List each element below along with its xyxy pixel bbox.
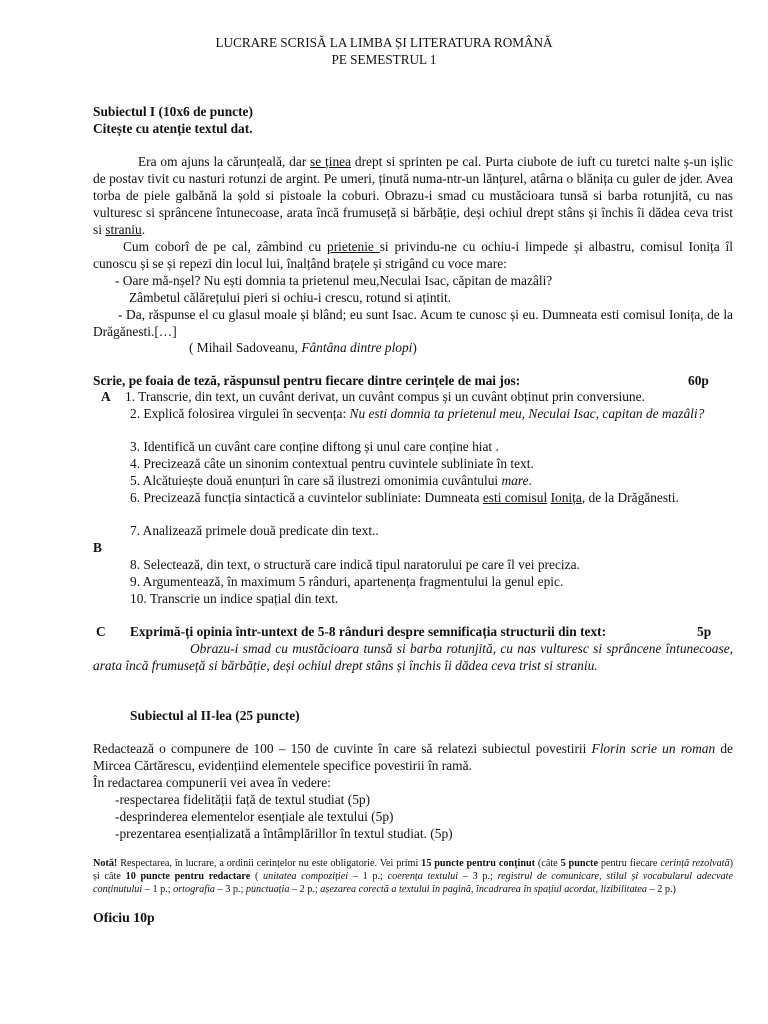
document-subtitle: PE SEMESTRUL 1 [331, 52, 437, 67]
item-10: 10. Transcrie un indice spațial din text. [130, 591, 339, 606]
subject2-criterion-3: -prezentarea esențializată a întâmplărillor în textul studiat. (5p) [115, 826, 453, 841]
requirements-points: 60p [688, 373, 709, 388]
subject2-criterion-2: -desprinderea elementelor esențiale ale textului (5p) [115, 809, 394, 824]
item-6: 6. Precizează funcția sintactică a cuvintelor subliniate: Dumneata esti comisul Ionița, de la Drăgănesti. [130, 490, 679, 505]
passage-paragraph-1: Era om ajuns la cărunțeală, dar se ținea drept si sprinten pe cal. Purta ciubote de iuft cu turetci nalte ș-un ișlic de postav tivit cu nasturi rotunzi de argint. Pe umeri, ținută numa-ntr-un lănțurel, atârna o blănița cu guler de jder. Avea torba de piele galbănă la șold si pistoale la coburi. Obrazu-i smad cu mustăcioara tunsă si barba rotunjită, cu nas vulturesc si sprâncene întunecoase, arata încă frumuseță si bărbăție, deși ochiul drept stâns și închis îi dădea ceva trist si straniu. [93, 154, 733, 237]
requirements-header: Scrie, pe foaia de teză, răspunsul pentru fiecare dintre cerințele de mai jos: [93, 373, 521, 388]
item-3: 3. Identifică un cuvânt care conține diftong și unul care conține hiat . [130, 439, 499, 454]
item-2: 2. Explică folosirea virgulei în secvența: Nu esti domnia ta prietenul meu, Neculai Isac, capitan de mazâli? [130, 406, 705, 421]
oficiu-points: Oficiu 10p [93, 910, 155, 925]
subject1-instruction: Citește cu atenție textul dat. [93, 121, 253, 136]
subject2-task: Redactează o compunere de 100 – 150 de cuvinte în care să relatezi subiectul povestirii Florin scrie un roman de Mircea Cărtărescu, evidențiind elementele specifice povestirii în ramă. [93, 741, 734, 773]
item-1: 1. Transcrie, din text, un cuvânt derivat, un cuvânt compus și un cuvânt obținut prin conversiune. [125, 389, 645, 404]
item-5: 5. Alcătuiește două enunțuri în care să ilustrezi omonimia cuvântului mare. [130, 473, 532, 488]
item-8: 8. Selectează, din text, o structură care indică tipul naratorului pe care îl vei preciza. [130, 557, 580, 572]
section-c-quote: Obrazu-i smad cu mustăcioara tunsă si barba rotunjită, cu nas vulturesc si sprâncene întunecoase, arata încă frumuseță si bărbăție, deși ochiul drept stâns și închis îi dădea ceva trist si straniu. [93, 641, 733, 673]
document-title: LUCRARE SCRISĂ LA LIMBA ȘI LITERATURA ROMÂNĂ [215, 35, 553, 50]
section-b-label: B [93, 540, 102, 555]
subject2-title: Subiectul al II-lea (25 puncte) [130, 708, 300, 723]
section-c-label: C [96, 624, 106, 639]
item-9: 9. Argumentează, în maximum 5 rânduri, apartenența fragmentului la genul epic. [130, 574, 564, 589]
passage-dialogue-1: - Oare mă-nșel? Nu ești domnia ta prietenul meu,Neculai Isac, căpitan de mazâli? [115, 273, 553, 288]
grading-note: Notă! Respectarea, în lucrare, a ordinii cerințelor nu este obligatorie. Vei primi 15 puncte pentru conținut (câte 5 puncte pentru fiecare cerință rezolvată) și câte 10 puncte pentru redactare ( unitatea compoziției – 1 p.; coerența textului – 3 p.; registrul de comunicare, stilul și vocabularul adecvate conținutului – 1 p.; ortografia – 3 p.; punctuația – 2 p.; așezarea corectă a textului în pagină, încadrarea în spațiul acordat, lizibilitatea – 2 p.) [93, 858, 733, 895]
passage-paragraph-3: Zâmbetul călărețului pieri si ochiu-i crescu, rotund si ațintit. [129, 290, 452, 305]
subject1-title: Subiectul I (10x6 de puncte) [93, 104, 253, 119]
subject2-criterion-1: -respectarea fidelității față de textul studiat (5p) [115, 792, 371, 807]
passage-paragraph-2: Cum coborî de pe cal, zâmbind cu prietenie si privindu-ne cu ochiu-i limpede și albastru, comisul Ionița îl cunoscu și se și repezi din locul lui, înalțând brațele și strigând cu voce mare: [93, 239, 733, 271]
subject2-consider: În redactarea compunerii vei avea în vedere: [93, 775, 331, 790]
section-a-label: A [101, 389, 111, 404]
passage-dialogue-2: - Da, răspunse el cu glasul moale și blând; eu sunt Isac. Acum te cunosc și eu. Dumneata esti comisul Ionița, de la Drăgănesti.[…] [93, 307, 733, 339]
section-c-prompt: Exprimă-ți opinia într-untext de 5-8 rânduri despre semnificația structurii din text: [130, 624, 607, 639]
item-7: 7. Analizează primele două predicate din text.. [130, 523, 379, 538]
section-c-points: 5p [697, 624, 712, 639]
passage-source: ( Mihail Sadoveanu, Fântâna dintre plopi) [189, 340, 417, 355]
item-4: 4. Precizează câte un sinonim contextual pentru cuvintele subliniate în text. [130, 456, 534, 471]
